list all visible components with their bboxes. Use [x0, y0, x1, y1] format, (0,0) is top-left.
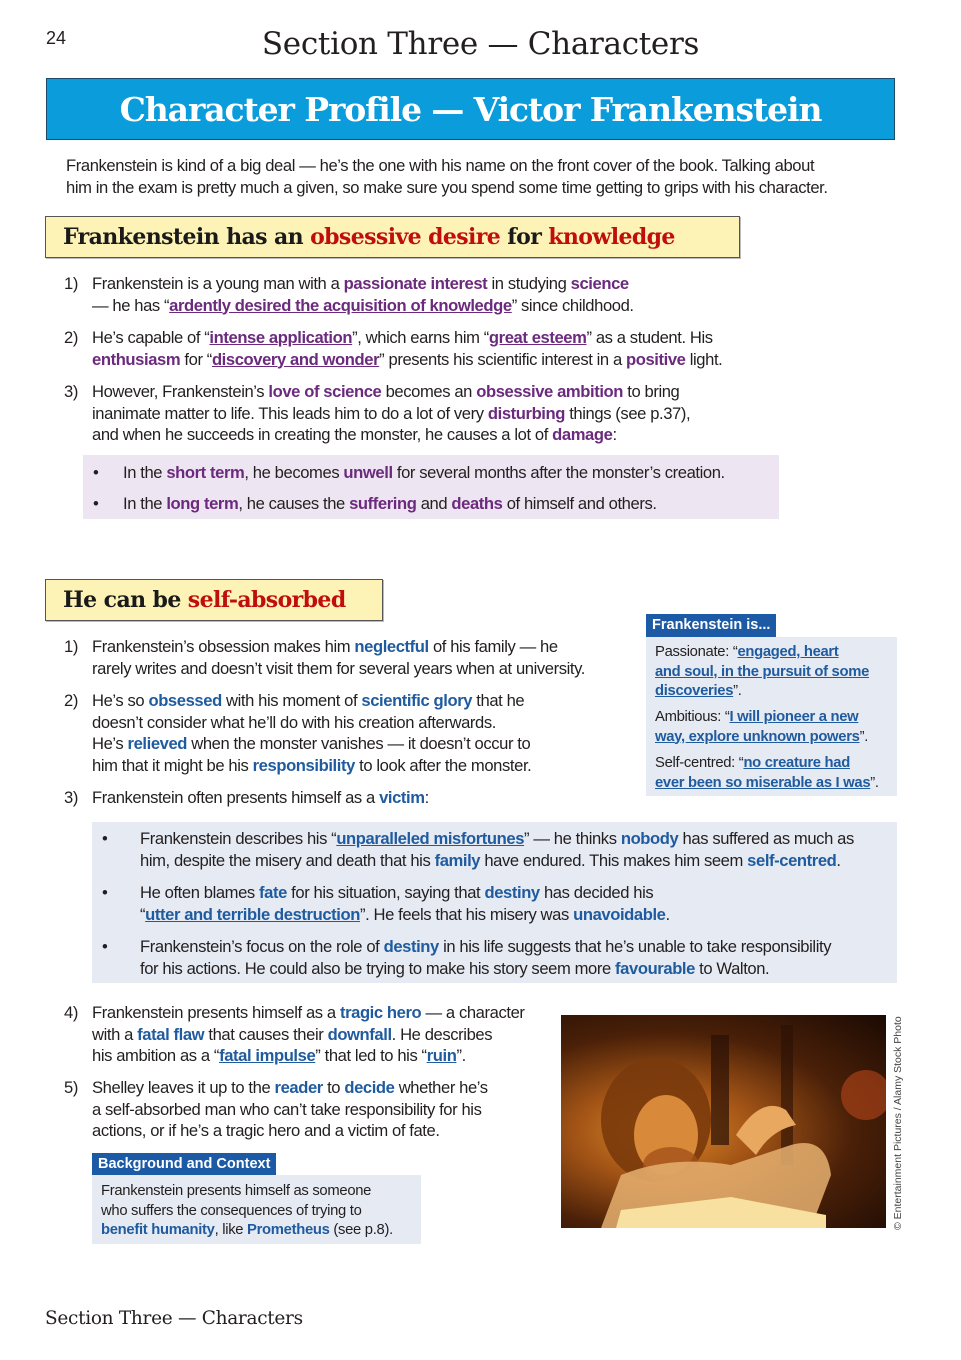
intro-line: Frankenstein is kind of a big deal — he’s the one with his name on the front cover of the book. Talking about [66, 156, 815, 175]
list-item [64, 1002, 554, 1068]
quote: engaged, heart [737, 644, 839, 660]
emphasis: fatal flaw [137, 1024, 205, 1044]
emphasis: nobody [620, 829, 679, 848]
sidebar-quotes-box [646, 637, 897, 796]
emphasis: destiny [383, 937, 439, 956]
item-number: 1) [64, 637, 78, 656]
item-line: Frankenstein’s obsession makes him neglectful of his family — he [92, 637, 558, 656]
item-number: 4) [64, 1003, 78, 1022]
emphasis: positive [626, 349, 686, 369]
item-line: — he has “ardently desired the acquisition of knowledge” since childhood. [92, 295, 634, 315]
context-line: who suffers the consequences of trying to [101, 1202, 362, 1219]
heading-text: He can be [63, 587, 188, 613]
page-title-banner [46, 78, 895, 140]
emphasis: benefit humanity [101, 1222, 215, 1238]
item-line: He’s so obsessed with his moment of scientific glory that he [92, 691, 525, 710]
victim-box: • Frankenstein describes his “unparalleled misfortunes” — he thinks nobody has suffered as much as him, despite the misery and death that his family have endured. This makes him seem self-centred. • He often blames fate for his situation, saying that destiny has decided his “utter and terrible destruction”. He feels that his misery was unavoidable. • Frankenstein’s focus on the role of destiny in his life suggests that he’s unable to take responsibility for his actions. He could also be trying to make his story seem more favourable to Walton. [92, 822, 897, 983]
quote: I will pioneer a new [729, 709, 859, 725]
sidebar-quote: Self-centred: “no creature had ever been so miserable as I was”. [655, 755, 879, 791]
sidebar-quote: Ambitious: “I will pioneer a new way, explore unknown powers”. [655, 709, 869, 745]
item-line: He’s capable of “intense application”, which earns him “great esteem” as a student. His [92, 328, 713, 347]
sidebar-quote: Passionate: “engaged, heart and soul, in the pursuit of some discoveries”. [655, 644, 870, 699]
emphasis: long term [166, 494, 239, 513]
emphasis: unwell [343, 463, 393, 482]
intro-paragraph [66, 155, 906, 198]
emphasis: destiny [484, 883, 540, 902]
quote: ruin [426, 1046, 457, 1065]
list-item [64, 690, 644, 778]
intro-line: him in the exam is pretty much a given, so make sure you spend some time getting to grips with his character. [66, 177, 828, 197]
list-item [64, 381, 784, 447]
emphasis: self-centred [747, 850, 837, 870]
item-line: He’s relieved when the monster vanishes — it doesn’t occur to [92, 734, 531, 753]
emphasis: enthusiasm [92, 349, 181, 369]
item-line: and when he succeeds in creating the monster, he causes a lot of damage: [92, 425, 617, 444]
emphasis: reader [274, 1078, 323, 1097]
item-line: Frankenstein often presents himself as a victim: [92, 788, 429, 807]
item-line: a self-absorbed man who can’t take responsibility for his [92, 1099, 482, 1119]
list-item [64, 273, 764, 317]
quote: and soul, in the pursuit of some [655, 663, 870, 680]
context-box [92, 1175, 421, 1244]
section-heading-self-absorbed [45, 579, 383, 621]
item-line: However, Frankenstein’s love of science becomes an obsessive ambition to bring [92, 382, 680, 401]
emphasis: Prometheus [247, 1222, 330, 1238]
context-line: Frankenstein presents himself as someone [101, 1183, 372, 1199]
section-heading-obsessive-desire [45, 216, 740, 258]
emphasis: scientific glory [361, 691, 473, 710]
item-number: 1) [64, 274, 78, 293]
list-item [64, 636, 644, 680]
list-item [64, 787, 644, 809]
heading-highlight: self-absorbed [187, 587, 346, 613]
photo-illustration [561, 1015, 886, 1228]
page-number: 24 [46, 28, 67, 48]
bullet-icon: • [93, 463, 99, 482]
film-still-photo [561, 1015, 886, 1228]
emphasis: unavoidable [573, 904, 666, 924]
heading-highlight: obsessive desire [310, 224, 501, 250]
consequences-box: • In the short term, he becomes unwell for several months after the monster’s creation. • In the long term, he causes the suffering and deaths of himself and others. [83, 455, 779, 519]
quote: discoveries [655, 683, 734, 699]
emphasis: victim [379, 788, 425, 807]
item-line: with a fatal flaw that causes their downfall. He describes [92, 1024, 493, 1044]
item-line: rarely writes and doesn’t visit them for several years when at university. [92, 658, 586, 678]
quote: fatal impulse [219, 1046, 316, 1065]
quote: ardently desired the acquisition of knowledge [169, 295, 512, 315]
emphasis: obsessive ambition [476, 382, 624, 401]
emphasis: favourable [615, 958, 695, 978]
page-footer: Section Three — Characters [45, 1308, 303, 1329]
emphasis: neglectful [354, 637, 429, 656]
item-line: enthusiasm for “discovery and wonder” presents his scientific interest in a positive light. [92, 349, 723, 369]
sidebar-label: Frankenstein is... [646, 614, 776, 637]
emphasis: passionate interest [343, 274, 488, 293]
emphasis: disturbing [487, 403, 565, 423]
item-line: actions, or if he’s a tragic hero and a victim of fate. [92, 1121, 440, 1140]
quote: great esteem [488, 328, 587, 347]
item-line: Frankenstein presents himself as a tragic hero — a character [92, 1003, 525, 1022]
heading-text: Frankenstein has an [63, 224, 311, 250]
item-number: 3) [64, 382, 78, 401]
emphasis: obsessed [148, 691, 222, 710]
emphasis: love of science [268, 382, 382, 401]
section-title: Section Three — Characters [261, 26, 700, 62]
quote: unparalleled misfortunes [336, 829, 525, 848]
quote: no creature had [743, 755, 850, 771]
heading-text: for [500, 224, 549, 250]
bullet-icon: • [102, 883, 108, 902]
emphasis: suffering [349, 494, 417, 513]
item-line: him that it might be his responsibility to look after the monster. [92, 755, 532, 775]
context-line: benefit humanity, like Prometheus (see p.8). [101, 1222, 393, 1238]
list-item [64, 327, 784, 371]
list-item [64, 1077, 554, 1143]
emphasis: fate [259, 883, 287, 902]
bullet-icon: • [102, 937, 108, 956]
quote: intense application [209, 328, 353, 347]
bullet-icon: • [93, 494, 99, 513]
item-line: inanimate matter to life. This leads him to do a lot of very disturbing things (see p.37), [92, 403, 691, 423]
item-number: 2) [64, 691, 78, 710]
item-number: 2) [64, 328, 78, 347]
emphasis: damage [552, 425, 613, 444]
emphasis: tragic hero [339, 1003, 422, 1022]
item-line: Frankenstein is a young man with a passionate interest in studying science [92, 274, 629, 293]
bullet-icon: • [102, 829, 108, 848]
emphasis: relieved [127, 734, 188, 753]
photo-credit: © Entertainment Pictures / Alamy Stock Photo [892, 1016, 904, 1230]
item-line: Shelley leaves it up to the reader to decide whether he’s [92, 1078, 488, 1097]
item-line: doesn’t consider what he’ll do with his creation afterwards. [92, 712, 496, 732]
emphasis: short term [166, 463, 245, 482]
item-line: his ambition as a “fatal impulse” that led to his “ruin”. [92, 1046, 466, 1065]
emphasis: science [570, 274, 629, 293]
item-number: 3) [64, 788, 78, 807]
context-label: Background and Context [92, 1153, 276, 1175]
emphasis: responsibility [252, 755, 355, 775]
emphasis: decide [344, 1078, 395, 1097]
quote: utter and terrible destruction [145, 904, 360, 924]
quote: discovery and wonder [211, 349, 380, 369]
emphasis: downfall [327, 1024, 392, 1044]
emphasis: deaths [451, 494, 503, 513]
quote: ever been so miserable as I was [655, 774, 871, 791]
page-title: Character Profile — Victor Frankenstein [119, 89, 822, 129]
quote: way, explore unknown powers [655, 728, 860, 745]
item-number: 5) [64, 1078, 78, 1097]
emphasis: family [434, 850, 481, 870]
heading-highlight: knowledge [548, 224, 675, 250]
